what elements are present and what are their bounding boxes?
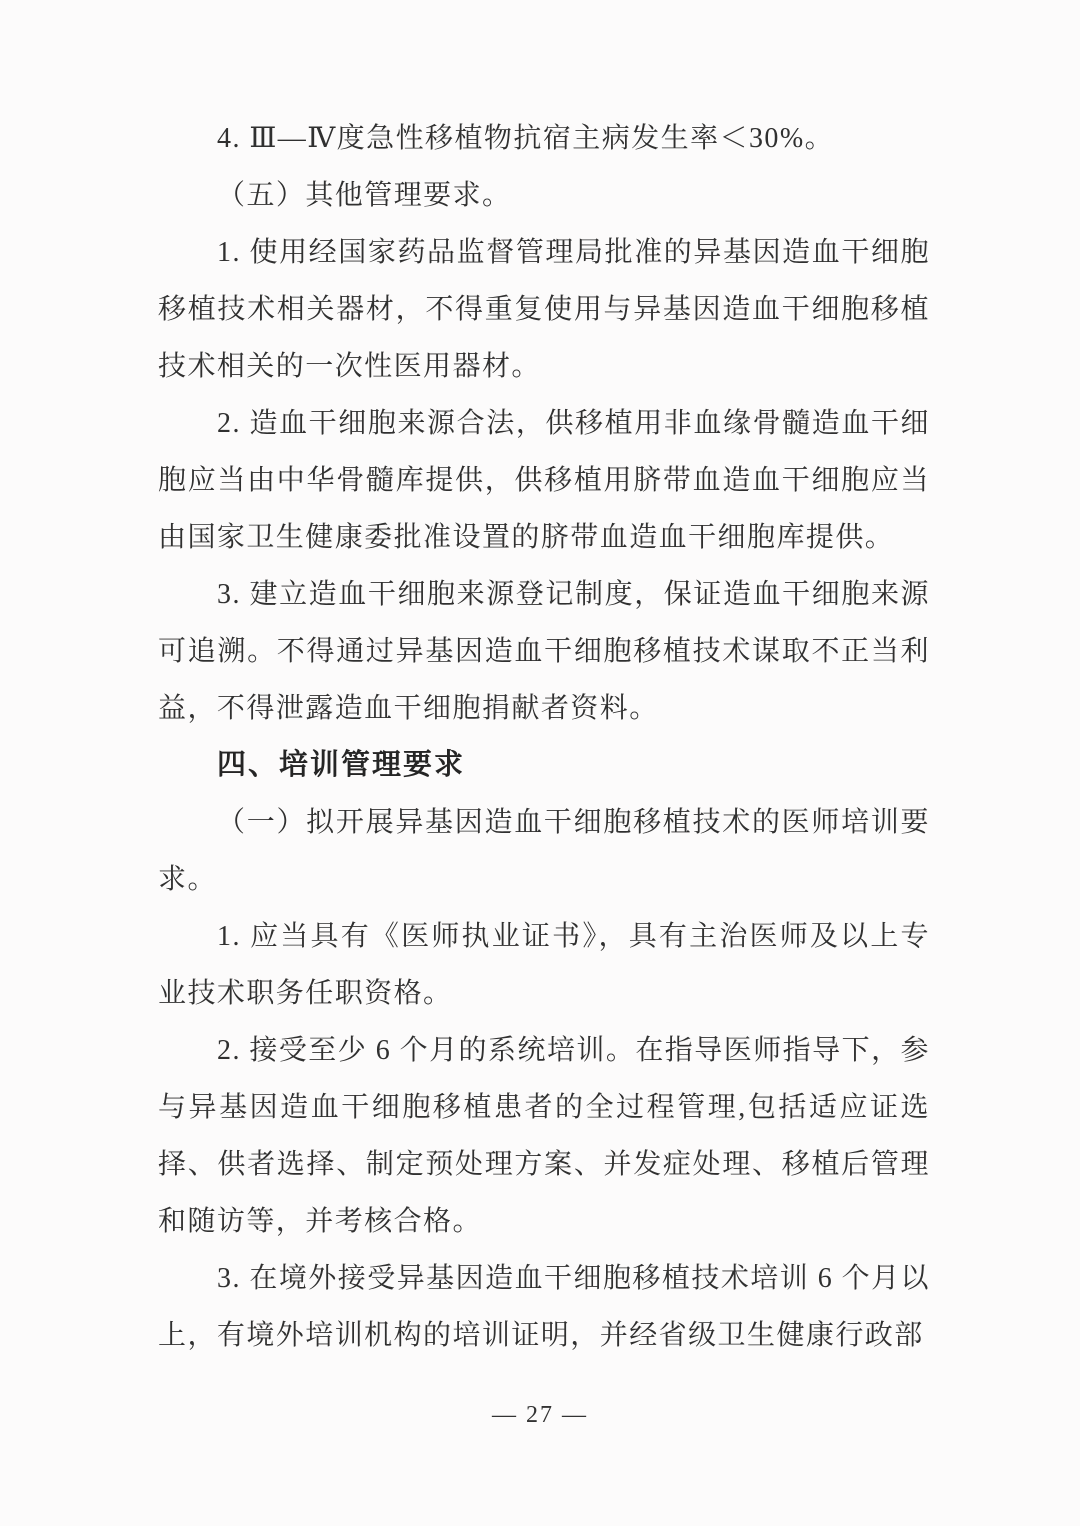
paragraph-approved-equipment: 1. 使用经国家药品监督管理局批准的异基因造血干细胞移植技术相关器材，不得重复使用与异基因造血干细胞移植技术相关的一次性医用器材。 [158, 237, 930, 382]
section-heading-training-management: 四、培训管理要求 [217, 749, 466, 781]
paragraph-gvhd-rate: 4. Ⅲ—Ⅳ度急性移植物抗宿主病发生率＜30%。 [217, 123, 835, 154]
page-number: — 27 — [492, 1402, 588, 1428]
document-body [158, 110, 930, 1364]
paragraph-stem-cell-source: 2. 造血干细胞来源合法，供移植用非血缘骨髓造血干细胞应当由中华骨髓库提供，供移植用脐带血造血干细胞应当由国家卫生健康委批准设置的脐带血造血干细胞库提供。 [158, 408, 930, 553]
paragraph-physician-training-requirements: （一）拟开展异基因造血干细胞移植技术的医师培训要求。 [158, 807, 930, 895]
paragraph-overseas-training: 3. 在境外接受异基因造血干细胞移植技术培训 6 个月以上，有境外培训机构的培训证明，并经省级卫生健康行政部 [158, 1263, 930, 1351]
paragraph-six-month-training: 2. 接受至少 6 个月的系统培训。在指导医师指导下，参与异基因造血干细胞移植患者的全过程管理,包括适应证选择、供者选择、制定预处理方案、并发症处理、移植后管理和随访等，并考核合格。 [158, 1035, 930, 1237]
paragraph-other-management-heading: （五）其他管理要求。 [217, 180, 512, 211]
paragraph-physician-license: 1. 应当具有《医师执业证书》，具有主治医师及以上专业技术职务任职资格。 [158, 921, 930, 1009]
paragraph-registration-system: 3. 建立造血干细胞来源登记制度，保证造血干细胞来源可追溯。不得通过异基因造血干细胞移植技术谋取不正当利益，不得泄露造血干细胞捐献者资料。 [158, 579, 930, 724]
